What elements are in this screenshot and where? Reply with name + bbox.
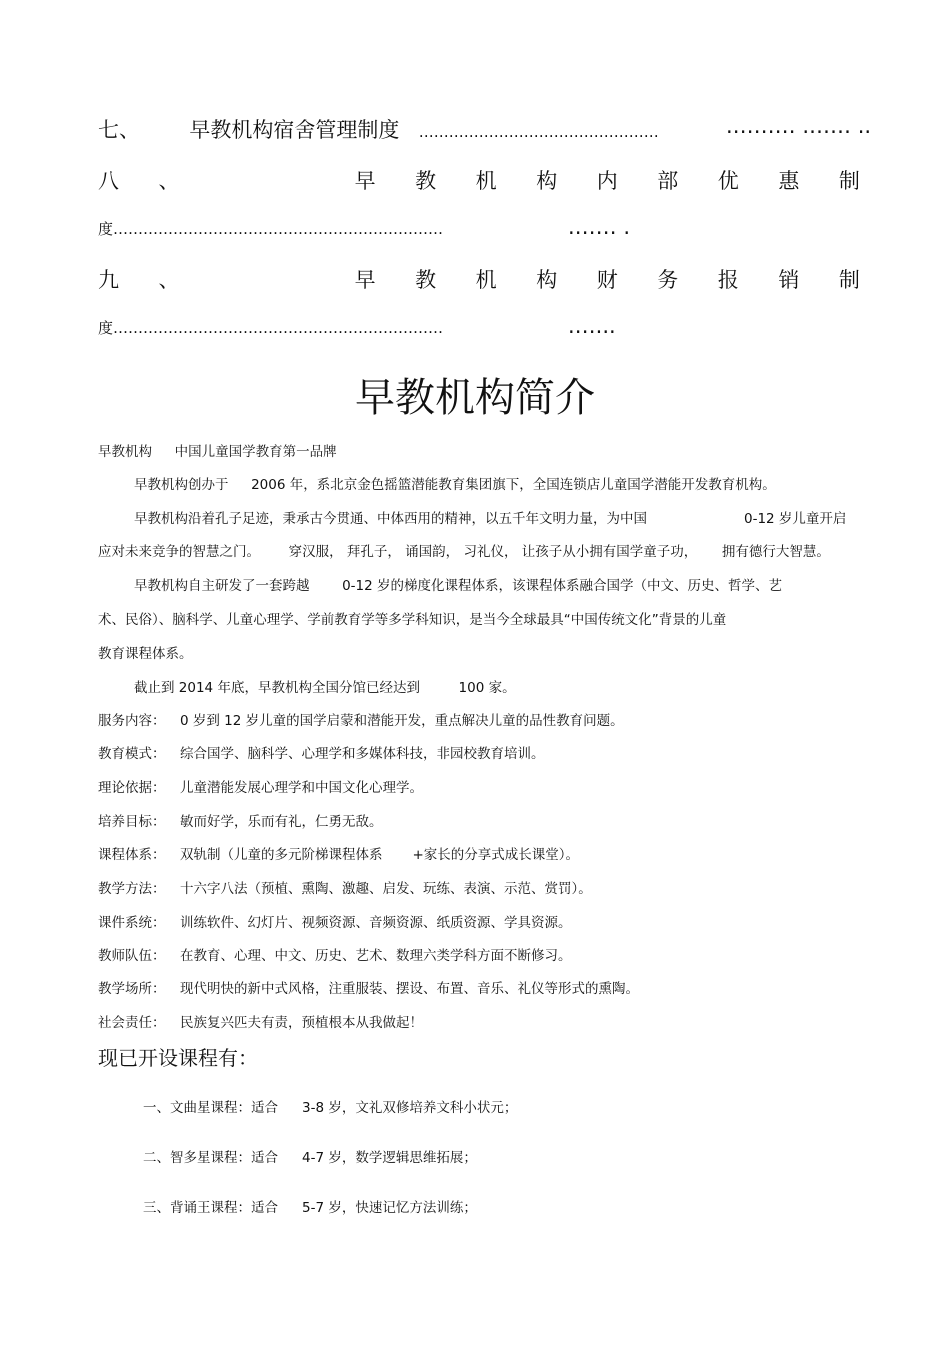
fact-label: 服务内容： [98, 713, 166, 729]
toc-item-9 [98, 264, 860, 294]
toc-item-8-sep: 、 [158, 169, 180, 193]
toc-item-8-dots: 度………………………………………………………… [98, 220, 444, 238]
fact-value: 十六字八法（预植、熏陶、激趣、启发、玩练、表演、示范、赏罚）。 [180, 881, 592, 897]
toc-item-7 [98, 114, 659, 144]
fact-value: 训练软件、幻灯片、视频资源、音频资源、纸质资源、学具资源。 [180, 915, 572, 931]
fact-value: 双轨制（儿童的多元阶梯课程体系 [180, 847, 383, 863]
intro-text: 早教机构自主研发了一套跨越 [134, 578, 310, 594]
toc-item-9-dots: 度………………………………………………………… [98, 319, 444, 337]
toc-item-8-char: 教 [415, 169, 437, 193]
course-desc: 3-8 岁，文礼双修培养文科小状元； [302, 1100, 518, 1116]
brand-slogan: 中国儿童国学教育第一品牌 [174, 444, 337, 460]
toc-item-8-char: 构 [536, 169, 558, 193]
toc-item-9-char: 早 [354, 268, 376, 292]
fact-label: 课程体系： [98, 847, 166, 863]
toc-item-9-page: .…... [568, 314, 616, 338]
intro-paragraph-2-tail: 0-12 岁儿童开启 [744, 511, 847, 527]
fact-label: 培养目标： [98, 814, 166, 830]
fact-value: 综合国学、脑科学、心理学和多媒体科技，非园校教育培训。 [180, 746, 545, 762]
intro-text: 截止到 2014 年底，早教机构全国分馆已经达到 [134, 680, 420, 696]
toc-item-7-number: 七、 [98, 118, 140, 142]
intro-paragraph-3 [98, 540, 830, 560]
fact-label: 教师队伍： [98, 948, 166, 964]
intro-paragraph-7 [134, 676, 516, 696]
courses-heading: 现已开设课程有： [98, 1046, 258, 1070]
toc-item-7-title: 早教机构宿舍管理制度 [189, 118, 400, 142]
fact-value: 民族复兴匹夫有责，预植根本从我做起！ [180, 1015, 423, 1031]
fact-row [98, 709, 624, 729]
fact-row [98, 877, 592, 897]
toc-item-8-page: .…… . [568, 215, 631, 239]
intro-paragraph-6: 教育课程体系。 [98, 646, 193, 662]
fact-value: 现代明快的新中式风格，注重服装、摆设、布置、音乐、礼仪等形式的熏陶。 [180, 981, 639, 997]
intro-paragraph-4 [134, 574, 782, 594]
toc-item-8 [98, 165, 860, 195]
intro-text: 100 家。 [458, 680, 516, 696]
toc-item-9-char: 报 [717, 268, 739, 292]
fact-row [98, 742, 545, 762]
course-name: 一、文曲星课程：适合 [143, 1100, 278, 1116]
course-desc: 4-7 岁，数学逻辑思维拓展； [302, 1150, 477, 1166]
course-name: 二、智多星课程：适合 [143, 1150, 278, 1166]
brand-line [98, 440, 337, 460]
fact-row [98, 810, 383, 830]
toc-item-9-char: 机 [475, 268, 497, 292]
course-item [143, 1146, 477, 1166]
toc-item-8-char: 内 [596, 169, 618, 193]
fact-value: 儿童潜能发展心理学和中国文化心理学。 [180, 780, 423, 796]
fact-label: 教学场所： [98, 981, 166, 997]
toc-item-9-continuation [98, 314, 443, 338]
toc-item-9-char: 教 [415, 268, 437, 292]
toc-item-8-number: 八 [98, 169, 119, 193]
toc-item-8-char: 惠 [778, 169, 800, 193]
fact-value: 在教育、心理、中文、历史、艺术、数理六类学科方面不断修习。 [180, 948, 572, 964]
intro-paragraph-1 [134, 473, 776, 493]
fact-label: 教育模式： [98, 746, 166, 762]
intro-paragraph-5: 术、民俗）、脑科学、儿童心理学、学前教育学等多学科知识，是当今全球最具“中国传统文化”背景的儿童 [98, 612, 727, 628]
toc-item-9-number: 九 [98, 268, 119, 292]
toc-item-9-char: 制 [838, 268, 860, 292]
toc-item-9-char: 财 [596, 268, 618, 292]
fact-row [98, 843, 579, 863]
section-title: 早教机构简介 [355, 375, 595, 421]
intro-text: 0-12 岁的梯度化课程体系，该课程体系融合国学（中文、历史、哲学、艺 [342, 578, 783, 594]
course-item [143, 1196, 477, 1216]
toc-item-8-char: 部 [657, 169, 679, 193]
intro-text: 穿汉服， 拜孔子， 诵国韵， 习礼仪， 让孩子从小拥有国学童子功， [288, 544, 698, 560]
fact-value-extra: +家长的分享式成长课堂）。 [412, 847, 580, 863]
fact-label: 社会责任： [98, 1015, 166, 1031]
fact-label: 理论依据： [98, 780, 166, 796]
toc-item-7-page: .……… .…… .. [726, 114, 872, 138]
fact-label: 教学方法： [98, 881, 166, 897]
fact-value: 敏而好学，乐而有礼，仁勇无敌。 [180, 814, 383, 830]
toc-item-8-char: 制 [838, 169, 860, 193]
toc-item-9-sep: 、 [158, 268, 180, 292]
toc-item-8-char: 早 [354, 169, 376, 193]
toc-item-9-char: 务 [657, 268, 679, 292]
fact-row [98, 977, 639, 997]
fact-row [98, 776, 423, 796]
intro-text: 拥有德行大智慧。 [721, 544, 830, 560]
fact-row [98, 911, 572, 931]
toc-item-7-dots: ………………………………………… [418, 123, 659, 141]
fact-row [98, 1011, 423, 1031]
fact-row [98, 944, 572, 964]
brand-name: 早教机构 [98, 444, 152, 460]
intro-text: 应对未来竞争的智慧之门。 [98, 544, 260, 560]
course-desc: 5-7 岁，快速记忆方法训练； [302, 1200, 477, 1216]
fact-value: 0 岁到 12 岁儿童的国学启蒙和潜能开发，重点解决儿童的品性教育问题。 [180, 713, 624, 729]
intro-text: 2006 年，系北京金色摇篮潜能教育集团旗下，全国连锁店儿童国学潜能开发教育机构。 [251, 477, 776, 493]
course-item [143, 1096, 517, 1116]
toc-item-8-char: 机 [475, 169, 497, 193]
fact-label: 课件系统： [98, 915, 166, 931]
intro-paragraph-2: 早教机构沿着孔子足迹，秉承古今贯通、中体西用的精神，以五千年文明力量，为中国 [134, 511, 647, 527]
toc-item-8-continuation [98, 215, 443, 239]
intro-text: 早教机构创办于 [134, 477, 229, 493]
course-name: 三、背诵王课程：适合 [143, 1200, 278, 1216]
toc-item-9-char: 构 [536, 268, 558, 292]
toc-item-9-char: 销 [778, 268, 800, 292]
toc-item-8-char: 优 [717, 169, 739, 193]
